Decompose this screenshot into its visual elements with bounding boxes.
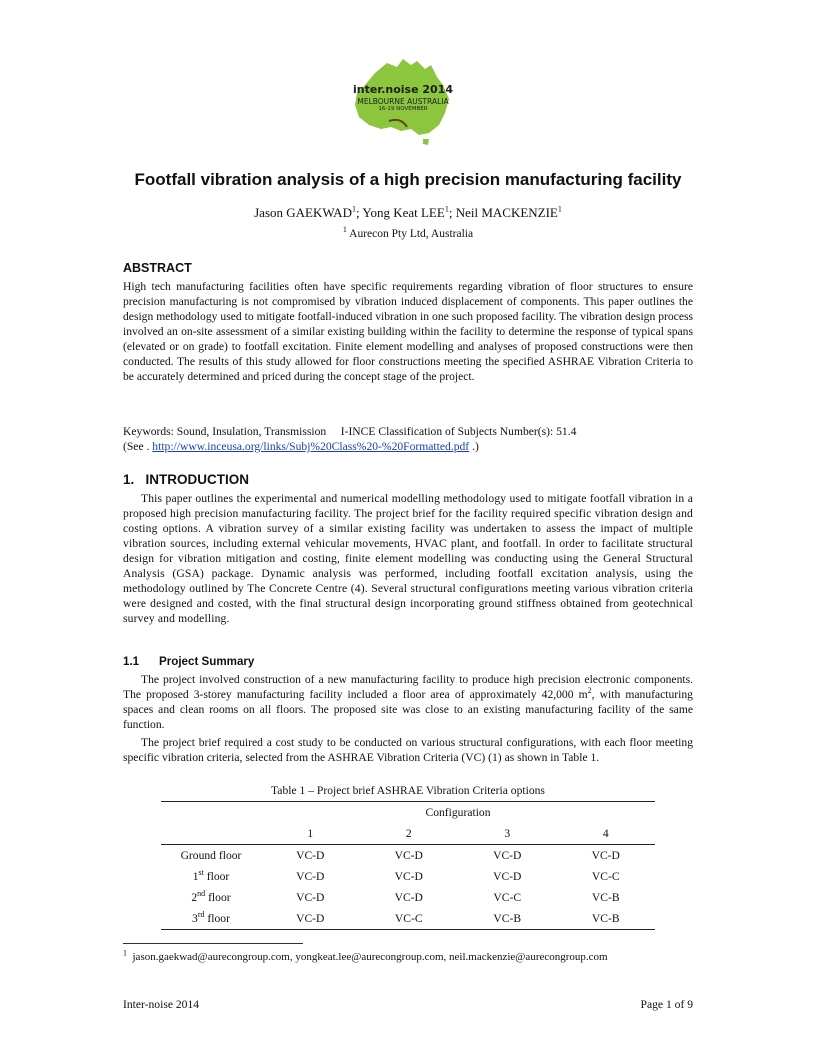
table-cell: VC-D: [296, 870, 325, 883]
conference-logo: [345, 55, 460, 150]
table-cell: VC-B: [591, 891, 620, 904]
table-cell: VC-C: [493, 891, 522, 904]
table-cell: VC-D: [394, 870, 423, 883]
table-header-row: [161, 802, 655, 824]
footnote-divider: [123, 943, 303, 944]
table-cell: VC-D: [493, 849, 522, 862]
configuration-header: Configuration: [425, 806, 491, 819]
row-label: [161, 845, 261, 867]
table-cell: VC-B: [493, 912, 522, 925]
subsection-title: Project Summary: [159, 655, 255, 668]
row-label: [161, 866, 261, 887]
table-cell: VC-D: [493, 870, 522, 883]
row-label-suffix: floor: [204, 912, 230, 925]
author-list: Jason GAEKWAD$^1$; Yong Keat LEE$^1$; Neil MACKENZIE$^1$: [254, 204, 562, 220]
affiliation-mark: 1: [342, 225, 347, 235]
footnote-text: jason.gaekwad@aurecongroup.com, yongkeat.lee@aurecongroup.com, neil.mackenzie@aurecongroup.com: [132, 951, 608, 963]
see-suffix: .): [469, 440, 479, 453]
project-summary-paragraph-2: The project brief required a cost study to be conducted on various structural configurations, with each floor meeting specific vibration criteria, selected from the ASHRAE Vibration Criteria (VC) (1) as shown in Table 1.: [123, 736, 693, 764]
row-label: [161, 887, 261, 908]
row-label-suffix: floor: [205, 891, 231, 904]
page-number: Page 1 of 9: [640, 998, 693, 1011]
logo-dates: 16-19 NOVEMBER: [378, 106, 428, 112]
author-name: Yong Keat LEE: [362, 205, 445, 220]
area-unit-exponent: 2: [587, 686, 592, 696]
row-label-suffix: floor: [203, 870, 230, 883]
table-column-row: [161, 823, 655, 845]
row-label: [161, 908, 261, 930]
column-header: 4: [602, 827, 609, 840]
table-cell: VC-D: [394, 849, 423, 862]
classification-link[interactable]: http://www.inceusa.org/links/Subj%20Class%20-%20Formatted.pdf: [152, 440, 470, 453]
footnote: [123, 948, 723, 963]
section-heading: 1. INTRODUCTION: [123, 472, 250, 487]
table-cell: VC-D: [296, 912, 325, 925]
abstract-heading: ABSTRACT: [123, 261, 192, 275]
affiliation-text: Aurecon Pty Ltd, Australia: [349, 228, 474, 240]
row-label-text: 3: [192, 912, 198, 925]
table-caption: Table 1 – Project brief ASHRAE Vibration Criteria options: [271, 784, 545, 797]
table-row: [161, 866, 655, 887]
keywords-block: [123, 424, 693, 454]
paper-title: Footfall vibration analysis of a high precision manufacturing facility: [134, 170, 682, 189]
table-row: [161, 845, 655, 867]
row-label-text: Ground floor: [180, 849, 242, 862]
author-mark: 1: [351, 204, 356, 214]
classification-link-line: [123, 439, 693, 454]
footer-conference: Inter-noise 2014: [123, 998, 200, 1011]
author-mark: 1: [444, 204, 449, 214]
vibration-criteria-table: [161, 801, 655, 930]
footnote-mark: 1: [123, 948, 127, 958]
table-cell: VC-D: [296, 891, 325, 904]
abstract-text: High tech manufacturing facilities often have specific requirements regarding vibration of floor structures to ensure precision manufacturing is not compromised by vibration induced displacement of components. This paper outlines the design methodology used to mitigate footfall-induced vibration in one such proposed facility. The vibration design process involved an on-site assessment of a similar existing building within the facility to determine the response of typical spans (elevated or on grade) to footfall excitation. Finite element modelling and analyses of proposed constructions were then conducted. The results of this study allowed for floor constructions meeting the specified ASHRAE Vibration Criteria to be accurately determined and priced during the concept stage of the project.: [123, 280, 693, 383]
subsection-number: 1.1: [123, 655, 140, 668]
table-cell: VC-C: [394, 912, 423, 925]
column-header: 2: [405, 827, 412, 840]
table-cell: VC-C: [591, 870, 620, 883]
introduction-text: This paper outlines the experimental and numerical modelling methodology used to mitigate footfall vibration in a proposed high precision manufacturing facility. The project brief for the facility required specific vibration design and costing options. A vibration survey of a similar existing facility was undertaken to assess the impact of multiple vibration sources, including external vehicular movements, HVAC plant, and footfall. In order to facilitate structural design for vibration mitigation and costing, finite element modelling was conducting using the General Structural Analysis (GSA) package. Dynamic analysis was performed, including footfall excitation analysis, using the methodology outlined by The Concrete Centre (4). Several structural configurations meeting various vibration criteria were designed and costed, with the final structural design incorporating ground stiffness obtained from geotechnical survey and modelling.: [123, 492, 693, 625]
ordinal-suffix: rd: [197, 910, 205, 920]
logo-location: MELBOURNE AUSTRALIA: [357, 97, 449, 106]
paragraph-text: , with manufacturing spaces and clean rooms on all floors. The proposed site was close to an existing manufacturing facility of the same function.: [123, 688, 693, 731]
table-cell: VC-D: [296, 849, 325, 862]
project-summary-paragraph-1: [123, 672, 693, 732]
row-label-text: 2: [191, 891, 198, 904]
logo-name: inter.noise 2014: [353, 83, 453, 96]
see-prefix: (See .: [123, 440, 153, 453]
author-name: Jason GAEKWAD: [254, 205, 352, 220]
ordinal-suffix: nd: [197, 889, 206, 899]
table-row: [161, 908, 655, 930]
affiliation: [0, 225, 816, 240]
ordinal-suffix: st: [198, 868, 204, 878]
row-label-text: 1: [192, 870, 199, 883]
column-header: 3: [504, 827, 511, 840]
table-cell: VC-D: [591, 849, 620, 862]
column-header: 1: [307, 827, 314, 840]
table-row: [161, 887, 655, 908]
paragraph-text: The project involved construction of a new manufacturing facility to produce high precision electronic components. The proposed 3-storey manufacturing facility included a floor area of approximately 42,000 m: [123, 673, 693, 701]
table-cell: VC-D: [394, 891, 423, 904]
author-mark: 1: [557, 204, 562, 214]
table-cell: VC-B: [591, 912, 620, 925]
subsection-heading: [123, 655, 254, 668]
keywords-line: Keywords: Sound, Insulation, Transmission I-INCE Classification of Subjects Number(s): 51.4: [123, 425, 577, 438]
author-name: Neil MACKENZIE: [455, 205, 558, 220]
